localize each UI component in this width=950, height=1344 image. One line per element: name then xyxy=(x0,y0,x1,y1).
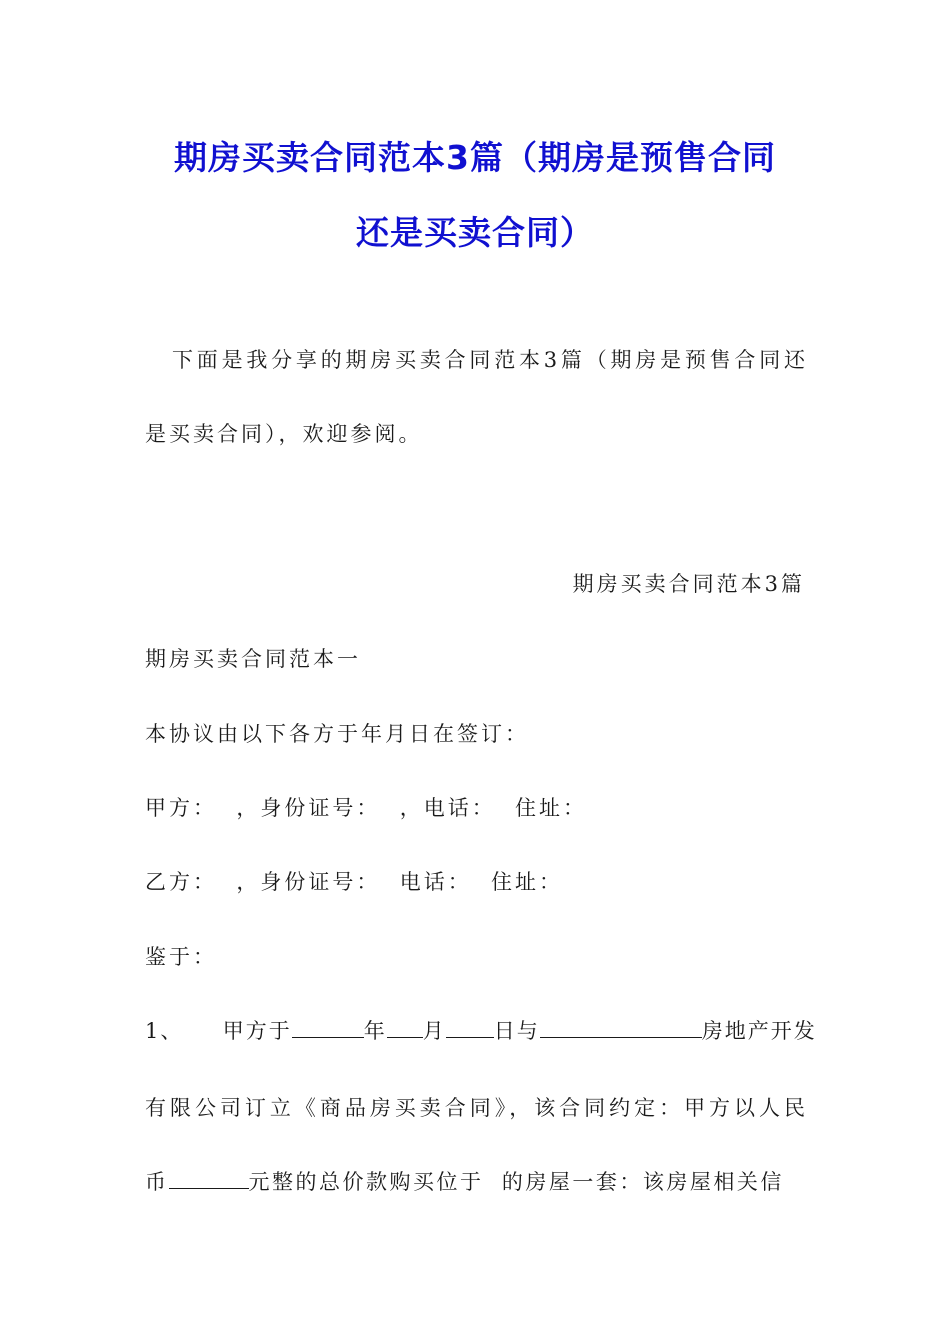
document-title-line-1: 期房买卖合同范本3篇（期房是预售合同 xyxy=(174,138,776,177)
party-b-text: 乙方： ，身份证号： 电话： 住址： xyxy=(145,870,564,894)
clause-1-month-label: 月 xyxy=(422,1019,446,1043)
toc-heading: 期房买卖合同范本3篇 xyxy=(572,572,805,596)
party-b-line xyxy=(145,866,805,898)
intro-paragraph-line-1: 下面是我分享的期房买卖合同范本3篇（期房是预售合同还 xyxy=(172,348,805,372)
month-blank xyxy=(387,1015,423,1038)
party-a-line xyxy=(145,792,805,824)
clause-1-line-1 xyxy=(145,1015,817,1047)
document-title-line-2: 还是买卖合同） xyxy=(356,213,594,252)
clause-1-developer-label: 房地产开发 xyxy=(701,1019,817,1043)
day-blank xyxy=(446,1015,494,1038)
year-blank xyxy=(292,1015,364,1038)
clause-1-text-start: 甲方于 xyxy=(222,1019,292,1043)
section-heading: 期房买卖合同范本一 xyxy=(145,647,361,671)
clause-1-line-3-text: 元整的总价款购买位于 的房屋一套：该房屋相关信 xyxy=(248,1170,784,1194)
clause-1-currency-label: 币 xyxy=(145,1170,169,1194)
agreement-line: 本协议由以下各方于年月日在签订： xyxy=(145,722,529,746)
clause-1-line-2: 有限公司订立《商品房买卖合同》，该合同约定：甲方以人民 xyxy=(145,1096,805,1120)
party-a-text: 甲方： ，身份证号： ，电话： 住址： xyxy=(145,796,588,820)
developer-blank xyxy=(540,1015,702,1038)
clause-1-year-label: 年 xyxy=(363,1019,387,1043)
clause-1-number: 1、 xyxy=(145,1019,184,1043)
clause-1-day-label: 日与 xyxy=(493,1019,540,1043)
whereas-label: 鉴于： xyxy=(145,945,217,969)
clause-1-line-3 xyxy=(145,1166,805,1198)
price-blank xyxy=(169,1166,249,1189)
intro-paragraph-line-2: 是买卖合同），欢迎参阅。 xyxy=(145,422,423,446)
